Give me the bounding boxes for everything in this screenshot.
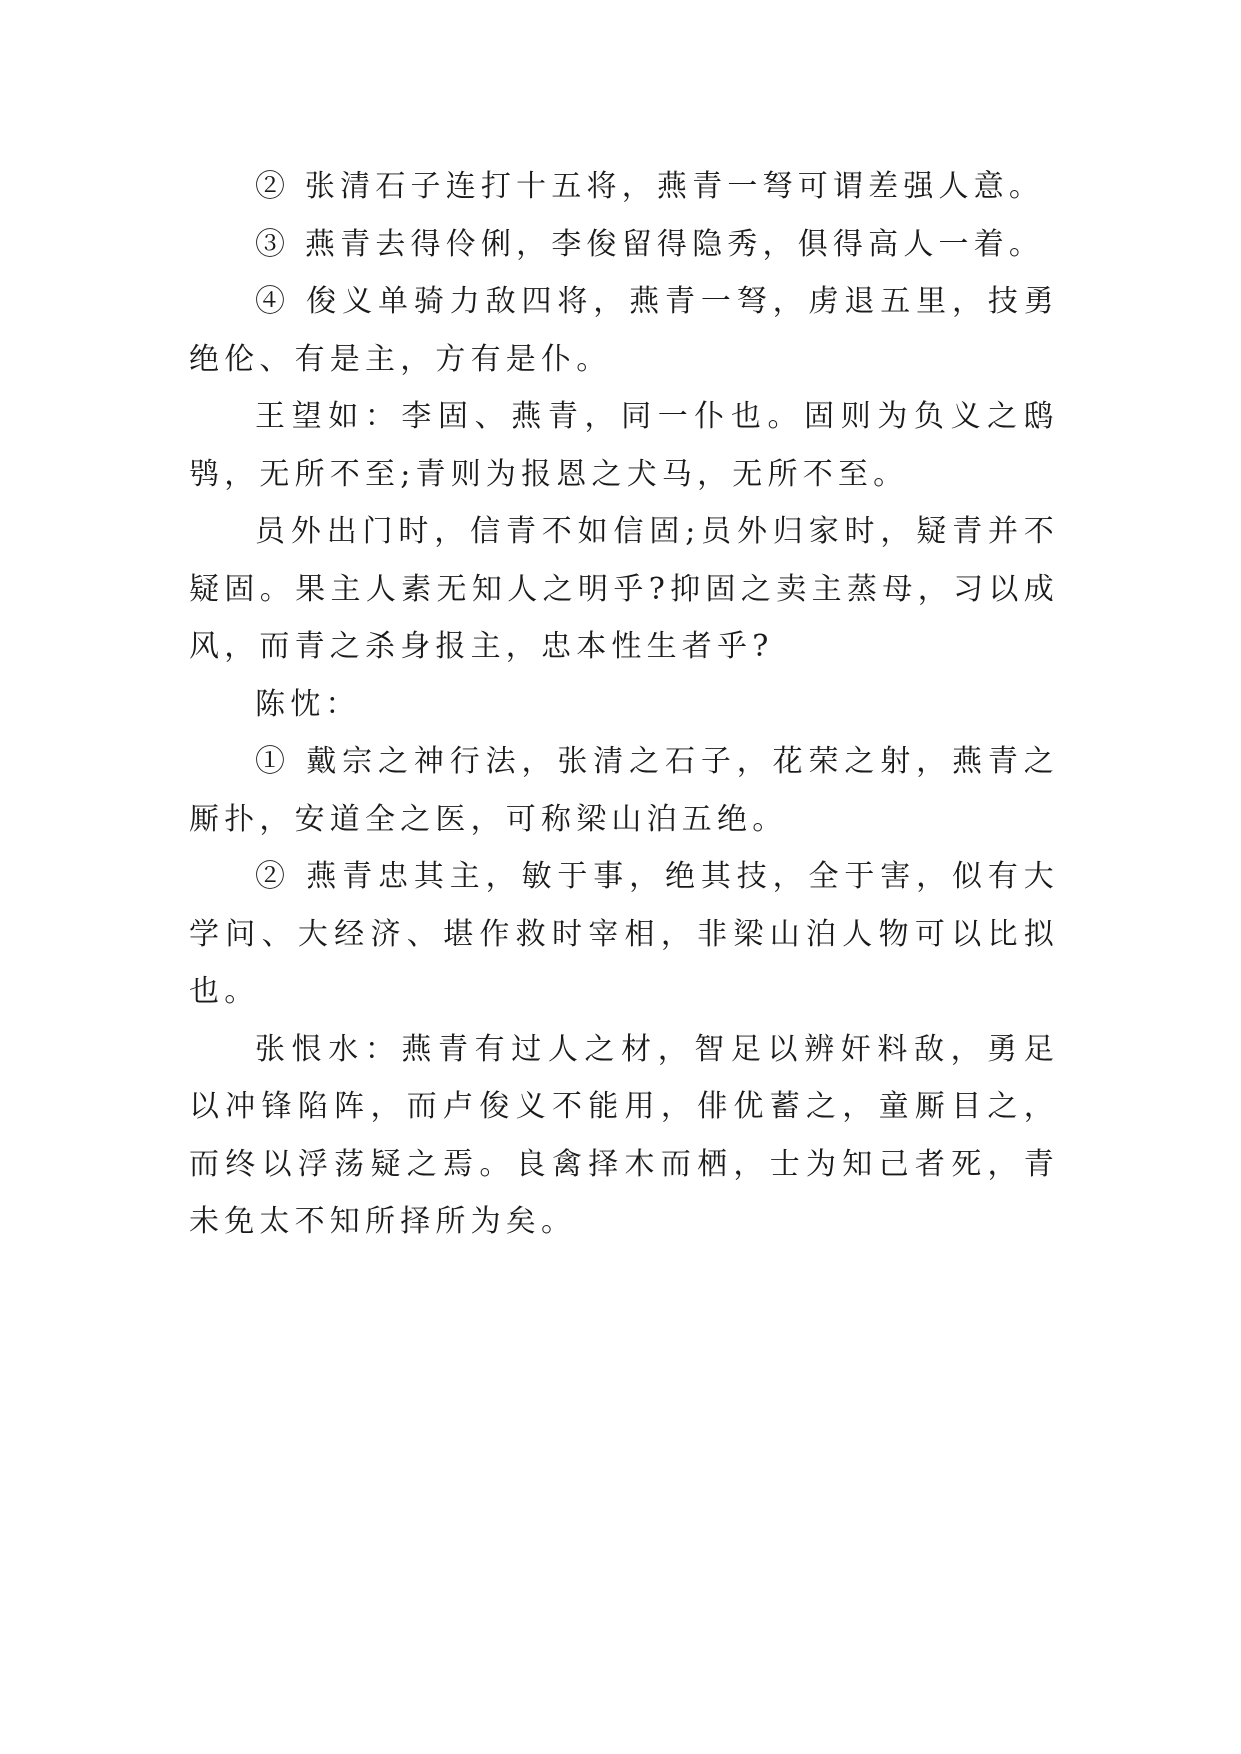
paragraph-yan-qing-loyalty: ② 燕青忠其主，敏于事，绝其技，全于害，似有大学问、大经济、堪作救时宰相，非梁山泊人物可以比拟也。 [189, 859, 1059, 1009]
paragraph-chen-chen-heading: 陈忱： [255, 686, 361, 722]
document-body [189, 158, 1059, 1251]
paragraph-wang-wangru: 王望如：李固、燕青，同一仆也。固则为负义之鸱鸮，无所不至;青则为报恩之犬马，无所不至。 [189, 399, 1059, 492]
paragraph-yan-qing-departure: ③ 燕青去得伶俐，李俊留得隐秀，俱得高人一着。 [255, 226, 1045, 262]
paragraph-five-masters: ① 戴宗之神行法，张清之石子，花荣之射，燕青之厮扑，安道全之医，可称梁山泊五绝。 [189, 744, 1059, 837]
paragraph-zhang-henshui: 张恨水：燕青有过人之材，智足以辨奸料敌，勇足以冲锋陷阵，而卢俊义不能用，俳优蓄之，童厮目之，而终以浮荡疑之焉。良禽择木而栖，士为知己者死，青未免太不知所择所为矣。 [189, 1031, 1059, 1239]
paragraph-yuanwai-trust: 员外出门时，信青不如信固;员外归家时，疑青并不疑固。果主人素无知人之明乎?抑固之卖主蒸母，习以成风，而青之杀身报主，忠本性生者乎? [189, 514, 1059, 664]
paragraph-zhang-qing-stones: ② 张清石子连打十五将，燕青一弩可谓差强人意。 [255, 169, 1045, 204]
paragraph-junyi-four-generals: ④ 俊义单骑力敌四将，燕青一弩，虏退五里，技勇绝伦、有是主，方有是仆。 [189, 284, 1059, 377]
